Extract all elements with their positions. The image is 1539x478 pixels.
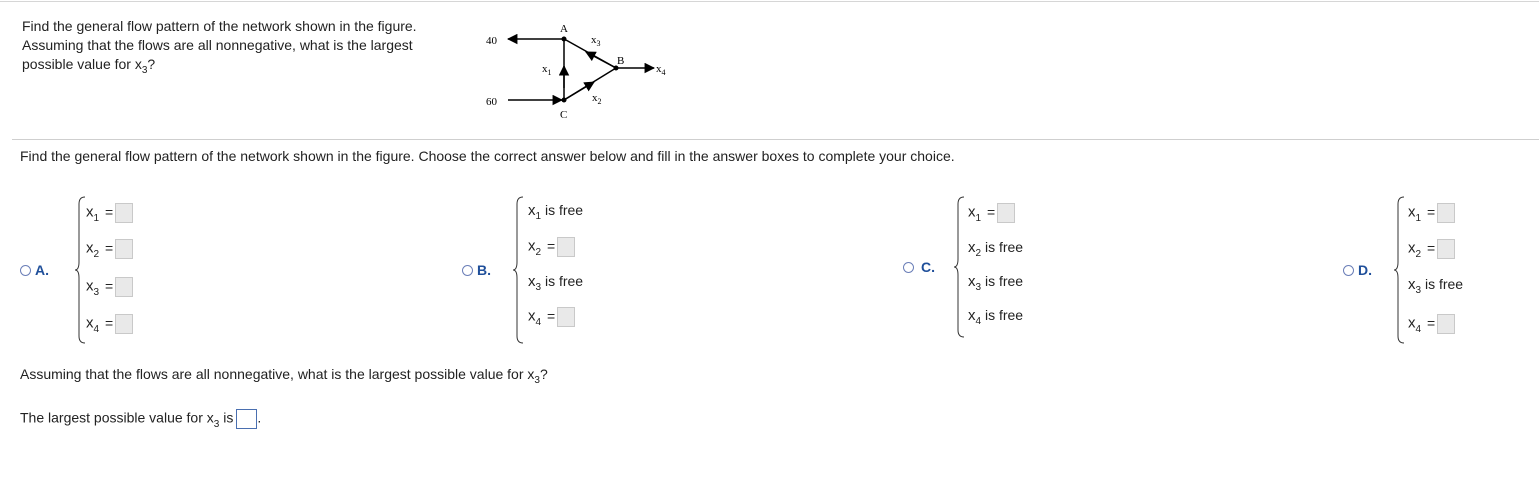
answer-box-a-x4[interactable] [115, 314, 133, 334]
choice-a-letter: A. [35, 262, 49, 278]
choice-d-row-x3 [1408, 276, 1464, 296]
equals-sign: = [546, 237, 556, 254]
choice-b[interactable] [462, 196, 662, 346]
answer-box-a-x2[interactable] [115, 239, 133, 259]
choice-a[interactable] [20, 196, 200, 346]
var-x: x [968, 203, 976, 221]
answer-prefix: The largest possible value for x [20, 409, 214, 426]
answer-line [20, 409, 261, 429]
choice-d-row-x4 [1408, 314, 1455, 334]
choice-d-row-x1 [1408, 203, 1455, 223]
question-line-2: Assuming that the flows are all nonnegative, what is the largest [22, 37, 413, 53]
edge-x2-arrow [564, 82, 594, 100]
question-line-3-sub: 3 [141, 65, 148, 76]
choice-b-brace [512, 196, 524, 344]
equals-sign: = [546, 307, 556, 324]
var-sub: 3 [93, 286, 100, 298]
choice-d-radio[interactable] [1343, 265, 1354, 276]
is-free-text: is free [544, 202, 584, 218]
choice-a-row-x4 [86, 314, 133, 334]
var-x: x [1408, 276, 1416, 293]
choice-a-brace [74, 196, 86, 344]
is-free-text: is free [1424, 276, 1464, 292]
label-in-40: 40 [486, 35, 497, 47]
var-x: x [86, 314, 94, 332]
choice-d-letter: D. [1358, 262, 1372, 278]
is-free-text: is free [984, 307, 1024, 323]
var-sub: 4 [93, 323, 100, 335]
label-in-60: 60 [486, 96, 497, 108]
var-x: x [86, 203, 94, 221]
choice-c-row-x1 [968, 203, 1015, 223]
choice-c-letter: C. [921, 259, 935, 275]
edge-x3-arrow [586, 52, 616, 68]
var-x: x [528, 202, 536, 219]
section-divider [12, 139, 1539, 140]
label-x1: $x_1$ [542, 63, 552, 77]
choice-a-row-x1 [86, 203, 133, 223]
var-x: x [528, 237, 536, 255]
answer-suffix: is [219, 409, 234, 426]
answer-box-a-x3[interactable] [115, 277, 133, 297]
choice-b-row-x3 [528, 273, 584, 293]
var-sub: 4 [975, 316, 982, 327]
answer-sub: 3 [213, 418, 220, 430]
choice-a-row-x2 [86, 239, 133, 259]
is-free-text: is free [984, 239, 1024, 255]
choice-b-radio[interactable] [462, 265, 473, 276]
label-x3: $x_3$ [591, 34, 601, 48]
largest-value-input[interactable] [236, 409, 257, 429]
var-sub: 1 [1415, 212, 1422, 224]
label-node-c: C [560, 109, 568, 121]
var-sub: 2 [975, 248, 982, 259]
var-sub: 4 [535, 316, 542, 328]
var-sub: 3 [1415, 285, 1422, 296]
var-x: x [968, 307, 976, 324]
var-sub: 2 [1415, 248, 1422, 260]
answer-box-c-x1[interactable] [997, 203, 1015, 223]
var-x: x [86, 277, 94, 295]
answer-period: . [257, 409, 262, 426]
answer-box-d-x4[interactable] [1437, 314, 1455, 334]
question-2-text [20, 366, 548, 386]
label-x2: $x_2$ [592, 92, 602, 106]
answer-box-d-x1[interactable] [1437, 203, 1455, 223]
answer-box-a-x1[interactable] [115, 203, 133, 223]
choice-d-row-x2 [1408, 239, 1455, 259]
choice-d[interactable] [1343, 196, 1533, 346]
choice-c-row-x2 [968, 239, 1024, 259]
choice-a-radio[interactable] [20, 265, 31, 276]
question-line-3-suffix: ? [147, 56, 156, 72]
var-x: x [968, 273, 976, 290]
choice-c-brace [953, 196, 965, 338]
question-text [22, 17, 472, 76]
choice-a-row-x3 [86, 277, 133, 297]
equals-sign: = [1426, 314, 1436, 331]
question-line-1: Find the general flow pattern of the network shown in the figure. [22, 18, 417, 34]
choice-c-row-x4 [968, 307, 1024, 327]
network-figure [476, 18, 686, 126]
top-divider [0, 1, 1539, 2]
var-sub: 2 [93, 248, 100, 260]
var-x: x [968, 239, 976, 256]
question-2-prefix: Assuming that the flows are all nonnegative, what is the largest possible value for x [20, 366, 535, 382]
node-a-dot [562, 37, 567, 42]
var-x: x [528, 273, 536, 290]
var-sub: 3 [975, 282, 982, 293]
equals-sign: = [104, 203, 114, 220]
choice-b-letter: B. [477, 262, 491, 278]
var-sub: 4 [1415, 323, 1422, 335]
label-node-a: A [560, 23, 568, 35]
choice-c-radio[interactable] [903, 262, 914, 273]
question-2-suffix: ? [539, 366, 548, 382]
equals-sign: = [1426, 203, 1436, 220]
var-x: x [1408, 203, 1416, 221]
equals-sign: = [1426, 239, 1436, 256]
label-x4: $x_4$ [656, 63, 666, 77]
equals-sign: = [104, 239, 114, 256]
var-sub: 3 [535, 282, 542, 293]
var-x: x [86, 239, 94, 257]
var-x: x [1408, 314, 1416, 332]
label-node-b: B [617, 55, 625, 67]
equals-sign: = [986, 203, 996, 220]
question-line-3-text: possible value for x [22, 56, 142, 72]
choice-b-row-x2 [528, 237, 575, 257]
answer-box-d-x2[interactable] [1437, 239, 1455, 259]
node-c-dot [562, 98, 567, 103]
is-free-text: is free [984, 273, 1024, 289]
equals-sign: = [104, 277, 114, 294]
choice-b-row-x4 [528, 307, 575, 327]
equals-sign: = [104, 314, 114, 331]
instructions-text: Find the general flow pattern of the network shown in the figure. Choose the correct answer below and fill in the answer boxes to complete your choice. [20, 148, 955, 164]
choice-c[interactable] [903, 196, 1103, 346]
choice-c-row-x3 [968, 273, 1024, 293]
choice-b-row-x1 [528, 202, 584, 222]
question-2-sub: 3 [534, 375, 540, 386]
is-free-text: is free [544, 273, 584, 289]
var-x: x [528, 307, 536, 325]
var-sub: 1 [535, 211, 542, 222]
choice-d-brace [1393, 196, 1405, 344]
var-sub: 1 [975, 212, 982, 224]
answer-box-b-x2[interactable] [557, 237, 575, 257]
var-sub: 2 [535, 246, 542, 258]
var-sub: 1 [93, 212, 100, 224]
question-line-3 [22, 55, 472, 76]
answer-box-b-x4[interactable] [557, 307, 575, 327]
var-x: x [1408, 239, 1416, 257]
